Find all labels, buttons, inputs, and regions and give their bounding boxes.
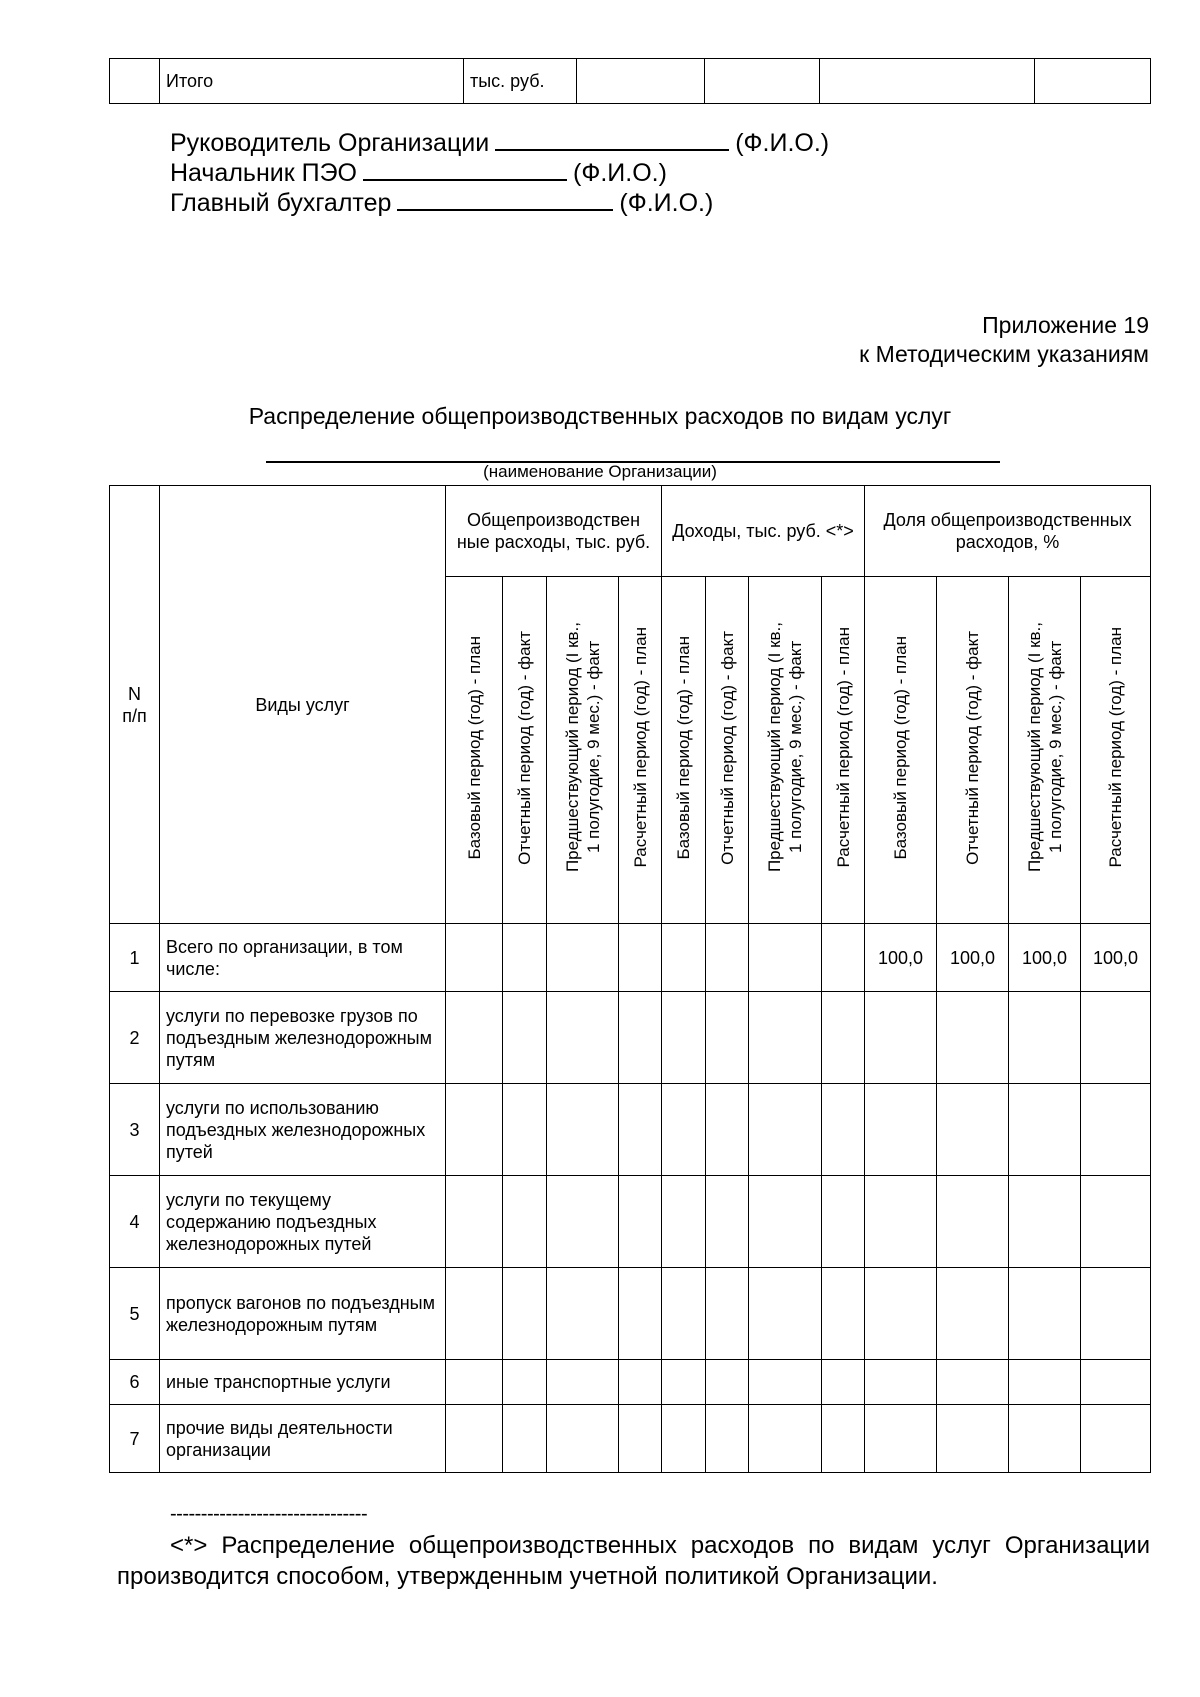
- value-cell: [503, 1268, 547, 1360]
- value-cell: [619, 1084, 662, 1176]
- share-cell: [865, 1176, 937, 1268]
- service-name: прочие виды деятельности организации: [160, 1405, 446, 1473]
- value-cell: [662, 924, 706, 992]
- signature-label: Руководитель Организации: [170, 129, 490, 157]
- period-header: Отчетный период (год) - факт: [706, 577, 749, 924]
- period-header: Отчетный период (год) - факт: [503, 577, 547, 924]
- footnote-text: <*> Распределение общепроизводственных расходов по видам услуг Организации производится способом, утвержденным учетной политикой Организации.: [117, 1532, 1150, 1590]
- value-cell: [749, 1176, 822, 1268]
- value-cell: [822, 992, 865, 1084]
- value-cell: [547, 924, 619, 992]
- total-cell: [577, 59, 705, 104]
- value-cell: [749, 1405, 822, 1473]
- share-cell: [865, 1268, 937, 1360]
- value-cell: [706, 1405, 749, 1473]
- share-cell: [1081, 1176, 1151, 1268]
- value-cell: [662, 1360, 706, 1405]
- value-cell: [706, 992, 749, 1084]
- share-cell: [1081, 1268, 1151, 1360]
- value-cell: [662, 1268, 706, 1360]
- header-row-groups: [110, 486, 1151, 577]
- table-row: [110, 1176, 1151, 1268]
- value-cell: [662, 992, 706, 1084]
- table-row: [110, 924, 1151, 992]
- row-number: 3: [110, 1084, 160, 1176]
- service-name: услуги по перевозке грузов по подъездным железнодорожным путям: [160, 992, 446, 1084]
- value-cell: [706, 1360, 749, 1405]
- value-cell: [749, 1360, 822, 1405]
- share-cell: [1081, 1084, 1151, 1176]
- value-cell: [446, 1084, 503, 1176]
- share-cell: [1009, 1360, 1081, 1405]
- value-cell: [706, 924, 749, 992]
- row-number: 4: [110, 1176, 160, 1268]
- value-cell: [446, 924, 503, 992]
- value-cell: [749, 1268, 822, 1360]
- value-cell: [503, 924, 547, 992]
- signature-director: [170, 127, 829, 158]
- value-cell: [822, 1405, 865, 1473]
- row-number: 7: [110, 1405, 160, 1473]
- group-header-overhead: Общепроизводствен ные расходы, тыс. руб.: [446, 486, 662, 577]
- distribution-table: [109, 485, 1151, 1473]
- period-header: Предшествующий период (I кв., 1 полугодие, 9 мес.) - факт: [547, 577, 619, 924]
- value-cell: [446, 1268, 503, 1360]
- total-row-table: [109, 58, 1151, 104]
- period-header: Расчетный период (год) - план: [619, 577, 662, 924]
- row-number: 5: [110, 1268, 160, 1360]
- value-cell: [547, 1268, 619, 1360]
- share-cell: [1009, 1268, 1081, 1360]
- signature-line: [397, 187, 613, 211]
- share-cell: [937, 1360, 1009, 1405]
- value-cell: [547, 1084, 619, 1176]
- row-number: 6: [110, 1360, 160, 1405]
- value-cell: [662, 1176, 706, 1268]
- value-cell: [619, 1405, 662, 1473]
- signature-line: [363, 157, 567, 181]
- total-cell: [1035, 59, 1151, 104]
- document-title: Распределение общепроизводственных расходов по видам услуг: [248, 403, 952, 429]
- value-cell: [446, 1405, 503, 1473]
- table-row: [110, 1084, 1151, 1176]
- group-header-income: Доходы, тыс. руб. <*>: [662, 486, 865, 577]
- period-header: Предшествующий период (I кв., 1 полугодие, 9 мес.) - факт: [749, 577, 822, 924]
- signature-line: [495, 127, 729, 151]
- column-header-num: N п/п: [110, 486, 160, 924]
- share-cell: [1081, 1405, 1151, 1473]
- value-cell: [619, 1176, 662, 1268]
- service-name: услуги по текущему содержанию подъездных железнодорожных путей: [160, 1176, 446, 1268]
- share-cell: 100,0: [1081, 924, 1151, 992]
- period-header: Расчетный период (год) - план: [1081, 577, 1151, 924]
- share-cell: 100,0: [865, 924, 937, 992]
- value-cell: [503, 1084, 547, 1176]
- value-cell: [547, 1176, 619, 1268]
- value-cell: [547, 1405, 619, 1473]
- signature-chief-accountant: [170, 187, 713, 218]
- total-unit: тыс. руб.: [464, 59, 577, 104]
- value-cell: [749, 992, 822, 1084]
- value-cell: [662, 1084, 706, 1176]
- value-cell: [662, 1405, 706, 1473]
- value-cell: [619, 1268, 662, 1360]
- table-row: [110, 992, 1151, 1084]
- value-cell: [619, 924, 662, 992]
- signature-suffix: (Ф.И.О.): [735, 129, 830, 157]
- share-cell: [865, 1360, 937, 1405]
- share-cell: [1009, 1176, 1081, 1268]
- footnote-rule: --------------------------------: [170, 1503, 368, 1525]
- share-cell: [1081, 992, 1151, 1084]
- signature-suffix: (Ф.И.О.): [573, 159, 667, 187]
- service-name: услуги по использованию подъездных железнодорожных путей: [160, 1084, 446, 1176]
- value-cell: [446, 1176, 503, 1268]
- appendix-reference: к Методическим указаниям: [859, 341, 1149, 367]
- share-cell: 100,0: [1009, 924, 1081, 992]
- share-cell: [937, 1176, 1009, 1268]
- period-header: Базовый период (год) - план: [865, 577, 937, 924]
- share-cell: [937, 1405, 1009, 1473]
- signature-suffix: (Ф.И.О.): [619, 189, 714, 217]
- share-cell: [937, 992, 1009, 1084]
- share-cell: [865, 1405, 937, 1473]
- value-cell: [503, 1176, 547, 1268]
- share-cell: [1009, 1084, 1081, 1176]
- signature-label: Главный бухгалтер: [170, 189, 392, 217]
- column-header-service: Виды услуг: [160, 486, 446, 924]
- value-cell: [822, 924, 865, 992]
- period-header: Отчетный период (год) - факт: [937, 577, 1009, 924]
- signature-peo-head: [170, 157, 667, 188]
- value-cell: [503, 1360, 547, 1405]
- value-cell: [547, 992, 619, 1084]
- share-cell: [1081, 1360, 1151, 1405]
- share-cell: 100,0: [937, 924, 1009, 992]
- value-cell: [822, 1084, 865, 1176]
- value-cell: [822, 1176, 865, 1268]
- value-cell: [822, 1268, 865, 1360]
- total-cell-num: [110, 59, 160, 104]
- organization-caption: (наименование Организации): [483, 462, 717, 481]
- table-row: [110, 1405, 1151, 1473]
- row-number: 1: [110, 924, 160, 992]
- total-cell: [705, 59, 820, 104]
- share-cell: [1009, 992, 1081, 1084]
- total-label: Итого: [160, 59, 464, 104]
- value-cell: [547, 1360, 619, 1405]
- period-header: Предшествующий период (I кв., 1 полугодие, 9 мес.) - факт: [1009, 577, 1081, 924]
- service-name: Всего по организации, в том числе:: [160, 924, 446, 992]
- value-cell: [749, 1084, 822, 1176]
- signature-label: Начальник ПЭО: [170, 159, 357, 187]
- period-header: Базовый период (год) - план: [662, 577, 706, 924]
- appendix-number: Приложение 19: [982, 312, 1149, 338]
- total-cell: [820, 59, 1035, 104]
- period-header: Базовый период (год) - план: [446, 577, 503, 924]
- table-row: [110, 1360, 1151, 1405]
- value-cell: [619, 992, 662, 1084]
- share-cell: [865, 1084, 937, 1176]
- value-cell: [503, 1405, 547, 1473]
- service-name: пропуск вагонов по подъездным железнодорожным путям: [160, 1268, 446, 1360]
- value-cell: [749, 924, 822, 992]
- value-cell: [706, 1176, 749, 1268]
- value-cell: [706, 1268, 749, 1360]
- service-name: иные транспортные услуги: [160, 1360, 446, 1405]
- value-cell: [619, 1360, 662, 1405]
- value-cell: [446, 1360, 503, 1405]
- value-cell: [446, 992, 503, 1084]
- value-cell: [822, 1360, 865, 1405]
- share-cell: [1009, 1405, 1081, 1473]
- share-cell: [937, 1268, 1009, 1360]
- group-header-share: Доля общепроизводственных расходов, %: [865, 486, 1151, 577]
- total-row: [110, 59, 1151, 104]
- table-row: [110, 1268, 1151, 1360]
- row-number: 2: [110, 992, 160, 1084]
- share-cell: [937, 1084, 1009, 1176]
- value-cell: [706, 1084, 749, 1176]
- share-cell: [865, 992, 937, 1084]
- period-header: Расчетный период (год) - план: [822, 577, 865, 924]
- value-cell: [503, 992, 547, 1084]
